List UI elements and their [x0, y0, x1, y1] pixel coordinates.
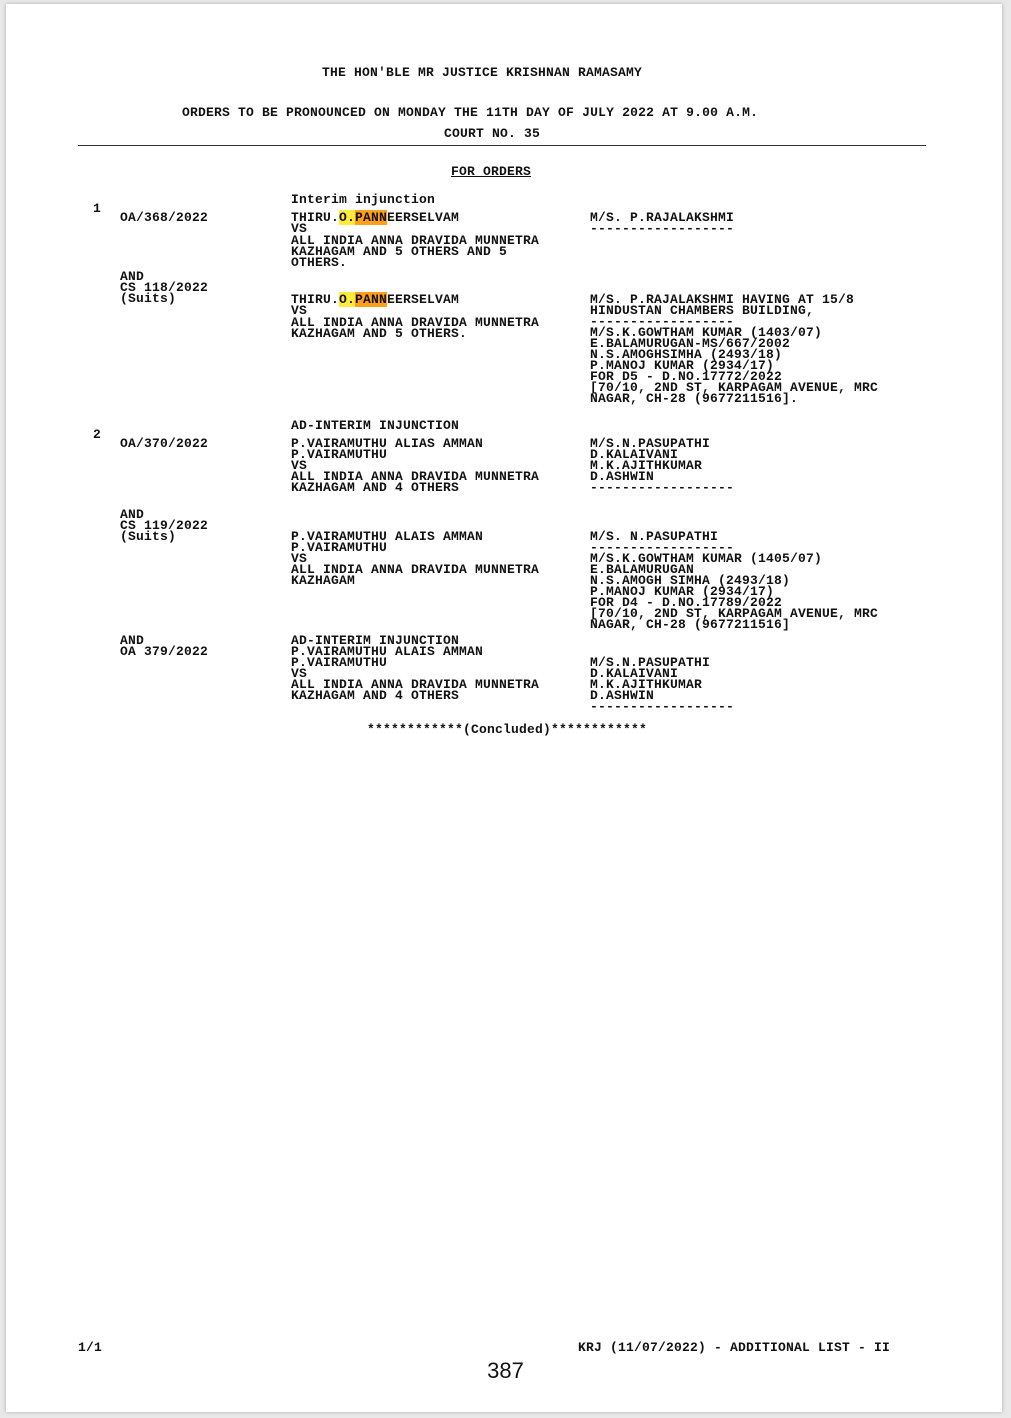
case-number: AND CS 119/2022 (Suits) — [120, 507, 209, 544]
petitioner — [291, 212, 459, 223]
petitioner-suffix: EERSELVAM — [387, 210, 460, 225]
versus: VS — [291, 221, 308, 236]
counsel: M/S. P.RAJALAKSHMI HAVING AT 15/8 HINDUSTAN CHAMBERS BUILDING, ------------------ M/S.K.GOWTHAM KUMAR (1403/07) E.BALAMURUGAN-MS/667/2002 N.S.AMOGHSIMHA (2493/18) P.MANOJ KUMAR (2934/17) FOR D5 - D.NO.17772/2022 [70/10, 2ND ST, KARPAGAM AVENUE, MRC NAGAR, CH-28 (9677211516]. — [590, 292, 879, 406]
case-number: OA/368/2022 — [120, 210, 209, 225]
header-divider — [78, 145, 926, 146]
case-number: AND CS 118/2022 (Suits) — [120, 269, 209, 306]
highlight-2: PANN — [355, 210, 388, 225]
petitioner — [291, 294, 459, 305]
counsel: M/S. P.RAJALAKSHMI ------------------ — [590, 210, 735, 236]
serial-number: 2 — [93, 427, 102, 442]
footer-list-label: KRJ (11/07/2022) - ADDITIONAL LIST - II — [578, 1340, 891, 1355]
highlight-1: O. — [339, 292, 356, 307]
court-number: COURT NO. 35 — [444, 126, 541, 141]
petitioner-suffix: EERSELVAM — [387, 292, 460, 307]
section-title: FOR ORDERS — [451, 164, 532, 179]
concluded-marker: ************(Concluded)************ — [367, 722, 648, 737]
respondent: ALL INDIA ANNA DRAVIDA MUNNETRA KAZHAGAM AND 5 OTHERS. — [291, 315, 540, 341]
petitioner-prefix: THIRU. — [291, 292, 340, 307]
judge-heading: THE HON'BLE MR JUSTICE KRISHNAN RAMASAMY — [322, 65, 643, 80]
petitioner: P.VAIRAMUTHU ALIAS AMMAN P.VAIRAMUTHU VS ALL INDIA ANNA DRAVIDA MUNNETRA KAZHAGAM AND 4 OTHERS — [291, 436, 540, 495]
case-type: Interim injunction — [291, 192, 436, 207]
highlight-1: O. — [339, 210, 356, 225]
case-type: AD-INTERIM INJUNCTION — [291, 418, 460, 433]
versus: VS — [291, 303, 308, 318]
highlight-2: PANN — [355, 292, 388, 307]
petitioner: AD-INTERIM INJUNCTION P.VAIRAMUTHU ALAIS AMMAN P.VAIRAMUTHU VS ALL INDIA ANNA DRAVIDA MUNNETRA KAZHAGAM AND 4 OTHERS — [291, 633, 540, 703]
serial-number: 1 — [93, 201, 102, 216]
page-number: 387 — [487, 1358, 524, 1383]
counsel: M/S. N.PASUPATHI ------------------ M/S.K.GOWTHAM KUMAR (1405/07) E.BALAMURUGAN N.S.AMOGH SIMHA (2493/18) P.MANOJ KUMAR (2934/17) FOR D4 - D.NO.17789/2022 [70/10, 2ND ST, KARPAGAM AVENUE, MRC NAGAR, CH-28 (9677211516] — [590, 529, 879, 632]
case-number: AND OA 379/2022 — [120, 633, 209, 659]
counsel: M/S.N.PASUPATHI D.KALAIVANI M.K.AJITHKUMAR D.ASHWIN ------------------ — [590, 436, 735, 495]
footer-page-count: 1/1 — [78, 1340, 103, 1355]
petitioner: P.VAIRAMUTHU ALAIS AMMAN P.VAIRAMUTHU VS ALL INDIA ANNA DRAVIDA MUNNETRA KAZHAGAM — [291, 529, 540, 588]
counsel: M/S.N.PASUPATHI D.KALAIVANI M.K.AJITHKUMAR D.ASHWIN ------------------ — [590, 655, 735, 714]
case-number: OA/370/2022 — [120, 436, 209, 451]
respondent: ALL INDIA ANNA DRAVIDA MUNNETRA KAZHAGAM AND 5 OTHERS AND 5 OTHERS. — [291, 233, 540, 270]
orders-line: ORDERS TO BE PRONOUNCED ON MONDAY THE 11TH DAY OF JULY 2022 AT 9.00 A.M. — [182, 105, 759, 120]
petitioner-prefix: THIRU. — [291, 210, 340, 225]
